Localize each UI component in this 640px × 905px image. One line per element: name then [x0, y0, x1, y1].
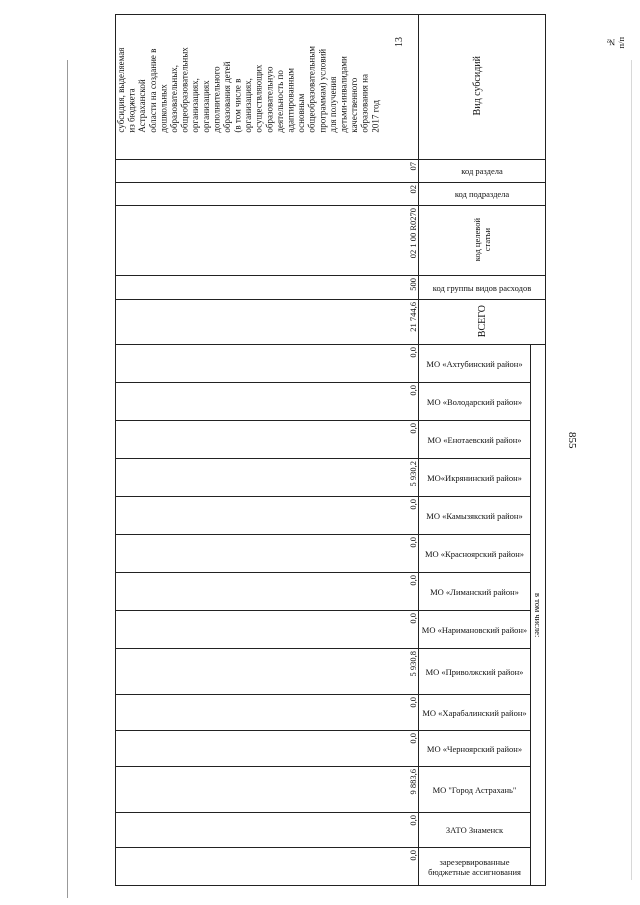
district-name-8: МО «Приволжский район»	[419, 649, 531, 695]
district-value-5: 0,0	[116, 535, 419, 573]
header-type: Вид субсидий	[471, 56, 483, 116]
fold-line	[631, 60, 632, 880]
district-name-0: МО «Ахтубинский район»	[419, 345, 531, 383]
district-name-7: МО «Наримановский район»	[419, 611, 531, 649]
district-name-3: МО«Икрянинский район»	[419, 459, 531, 497]
district-name-5: МО «Красноярский район»	[419, 535, 531, 573]
district-name-2: МО «Енотаевский район»	[419, 421, 531, 459]
district-name-10: МО «Черноярский район»	[419, 731, 531, 767]
district-value-2: 0,0	[116, 421, 419, 459]
district-value-7: 0,0	[116, 611, 419, 649]
district-value-1: 0,0	[116, 383, 419, 421]
district-name-4: МО «Камызякский район»	[419, 497, 531, 535]
header-total: ВСЕГО	[476, 304, 488, 338]
district-name-1: МО «Володарский район»	[419, 383, 531, 421]
header-num: № п/п	[605, 36, 626, 48]
header-target-cell	[419, 206, 546, 276]
section-value: 07	[116, 160, 419, 183]
district-value-3: 5 930,2	[116, 459, 419, 497]
header-subsection: код подраздела	[419, 183, 546, 206]
district-value-12: 0,0	[116, 813, 419, 848]
district-name-13: зарезервированные бюджетные ассигнования	[419, 848, 531, 886]
district-value-6: 0,0	[116, 573, 419, 611]
district-value-4: 0,0	[116, 497, 419, 535]
district-name-6: МО «Лиманский район»	[419, 573, 531, 611]
row-13-number: 13	[393, 36, 405, 47]
group-label: в том числе:	[533, 592, 543, 638]
header-total-cell	[419, 300, 546, 345]
row-13-description: субсидия, выделяемая из бюджета Астраханской области на создание в дошкольных образовательных, общеобразовательных организациях, организациях дополнительного образования детей (в том числе в организациях, осуществляющих образовательную деятельность по адаптированным основным общеобразовательным программам) условий для получения детьми-инвалидами качественного образования на 2017 год	[116, 45, 381, 133]
group-label-cell	[531, 345, 546, 886]
district-value-0: 0,0	[116, 345, 419, 383]
district-value-10: 0,0	[116, 731, 419, 767]
district-name-9: МО «Харабалинский район»	[419, 695, 531, 731]
district-value-11: 9 883,6	[116, 767, 419, 813]
district-value-9: 0,0	[116, 695, 419, 731]
total-value: 21 744,6	[116, 300, 419, 345]
expense-value: 500	[116, 276, 419, 300]
subsection-value: 02	[116, 183, 419, 206]
subsidy-table	[115, 14, 626, 345]
margin-line	[67, 60, 68, 898]
district-value-8: 5 930,8	[116, 649, 419, 695]
header-target: код целевой статьи	[472, 217, 492, 262]
page-number: 855	[566, 432, 578, 449]
header-section: код раздела	[419, 160, 546, 183]
target-value: 02 1 00 R0270	[116, 206, 419, 276]
district-table	[115, 344, 546, 886]
district-name-11: МО "Город Астрахань"	[419, 767, 531, 813]
header-expense: код группы видов расходов	[419, 276, 546, 300]
district-name-12: ЗАТО Знаменск	[419, 813, 531, 848]
row-13-description-cell	[116, 15, 419, 160]
district-value-13: 0,0	[116, 848, 419, 886]
header-type-cell	[419, 15, 626, 160]
